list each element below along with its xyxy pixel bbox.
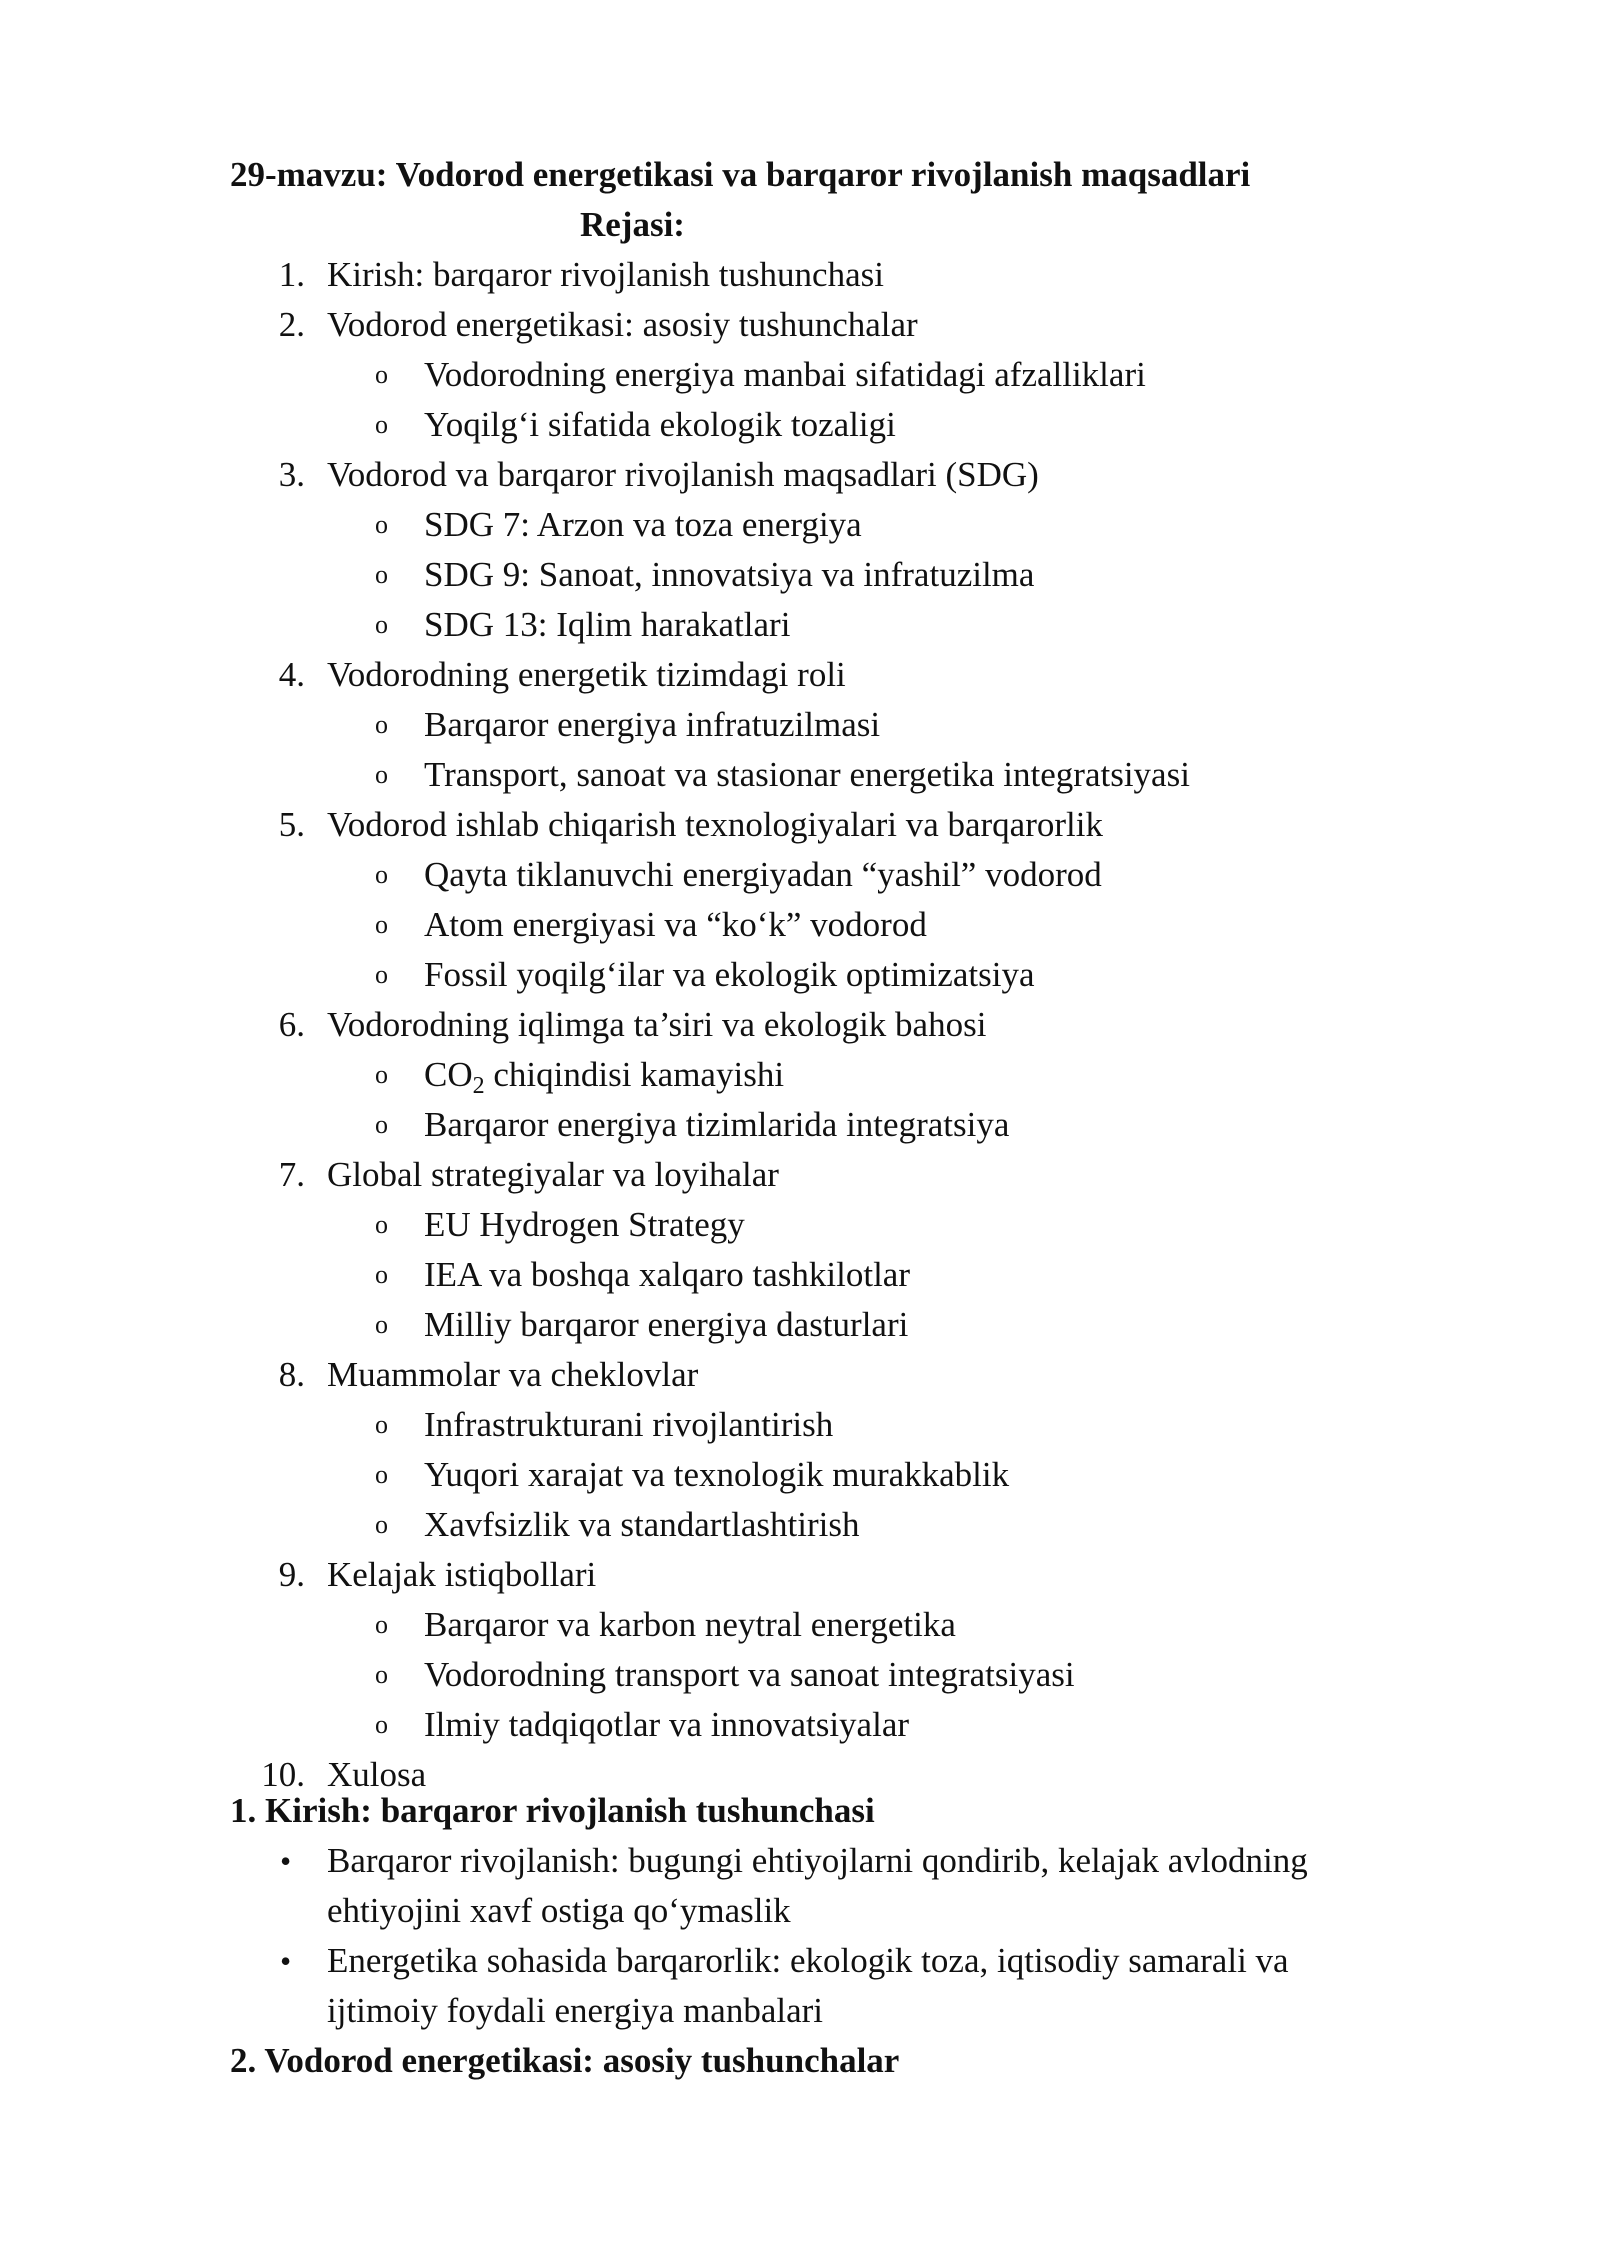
bullet-dot-icon: • — [280, 1943, 292, 1979]
plan-subitem-text: Barqaror energiya infratuzilmasi — [424, 705, 881, 744]
plan-item — [0, 450, 1600, 500]
plan-subitem — [0, 1100, 1600, 1150]
plan-subitem — [0, 350, 1600, 400]
section-1-heading: 1. Kirish: barqaror rivojlanish tushunchasi — [230, 1791, 875, 1830]
circle-bullet-icon: o — [375, 860, 388, 889]
plan-item-number: 2. — [278, 305, 305, 344]
plan-item — [0, 300, 1600, 350]
circle-bullet-icon: o — [375, 1210, 388, 1239]
plan-subitem — [0, 1650, 1600, 1700]
circle-bullet-icon: o — [375, 1060, 388, 1089]
plan-subitem — [0, 950, 1600, 1000]
plan-subitem-text: Transport, sanoat va stasionar energetika integratsiyasi — [424, 755, 1190, 794]
circle-bullet-icon: o — [375, 1110, 388, 1139]
plan-subitem — [0, 1700, 1600, 1750]
circle-bullet-icon: o — [375, 760, 388, 789]
plan-item-number: 1. — [278, 255, 305, 294]
bullet-item — [0, 1936, 1600, 2036]
section-2-heading: 2. Vodorod energetikasi: asosiy tushunchalar — [230, 2041, 900, 2080]
plan-item-text: Global strategiyalar va loyihalar — [327, 1155, 779, 1194]
plan-subitem — [0, 1250, 1600, 1300]
plan-subitem — [0, 1300, 1600, 1350]
plan-item — [0, 1150, 1600, 1200]
circle-bullet-icon: o — [375, 710, 388, 739]
plan-subitem — [0, 1050, 1600, 1100]
plan-subitem-text: SDG 13: Iqlim harakatlari — [424, 605, 791, 644]
plan-item-text: Kelajak istiqbollari — [327, 1555, 597, 1594]
plan-subitem — [0, 750, 1600, 800]
circle-bullet-icon: o — [375, 1460, 388, 1489]
plan-subitem — [0, 1500, 1600, 1550]
plan-subitem — [0, 400, 1600, 450]
plan-subitem — [0, 850, 1600, 900]
plan-item — [0, 1550, 1600, 1600]
plan-subitem-text: SDG 7: Arzon va toza energiya — [424, 505, 862, 544]
circle-bullet-icon: o — [375, 1660, 388, 1689]
circle-bullet-icon: o — [375, 610, 388, 639]
plan-list — [0, 250, 1600, 1800]
plan-subitem-text: Fossil yoqilg‘ilar va ekologik optimizatsiya — [424, 955, 1035, 994]
plan-subitem — [0, 1400, 1600, 1450]
plan-item-text: Kirish: barqaror rivojlanish tushunchasi — [327, 255, 884, 294]
circle-bullet-icon: o — [375, 410, 388, 439]
plan-subitem-text: Atom energiyasi va “ko‘k” vodorod — [424, 905, 927, 944]
plan-subitem-text: Vodorodning energiya manbai sifatidagi afzalliklari — [424, 355, 1146, 394]
plan-subitem-text: IEA va boshqa xalqaro tashkilotlar — [424, 1255, 910, 1294]
circle-bullet-icon: o — [375, 510, 388, 539]
circle-bullet-icon: o — [375, 560, 388, 589]
plan-subitem-text: Yuqori xarajat va texnologik murakkablik — [424, 1455, 1010, 1494]
plan-item-text: Muammolar va cheklovlar — [327, 1355, 699, 1394]
plan-subitem-text: EU Hydrogen Strategy — [424, 1205, 745, 1244]
plan-subitem-text: Yoqilg‘i sifatida ekologik tozaligi — [424, 405, 896, 444]
bullet-dot-icon: • — [280, 1843, 292, 1879]
plan-subitem — [0, 500, 1600, 550]
circle-bullet-icon: o — [375, 1310, 388, 1339]
plan-subitem-text: Barqaror energiya tizimlarida integratsiya — [424, 1105, 1010, 1144]
plan-item-text: Xulosa — [327, 1755, 427, 1794]
plan-item-number: 7. — [278, 1155, 305, 1194]
plan-subitem — [0, 550, 1600, 600]
circle-bullet-icon: o — [375, 1710, 388, 1739]
section-1-bullets — [0, 1836, 1600, 2036]
plan-subitem-text: Xavfsizlik va standartlashtirish — [424, 1505, 860, 1544]
plan-subitem — [0, 1600, 1600, 1650]
plan-subitem — [0, 700, 1600, 750]
plan-item-text: Vodorod va barqaror rivojlanish maqsadlari (SDG) — [327, 455, 1039, 494]
plan-item-number: 10. — [261, 1755, 305, 1794]
plan-item-number: 3. — [278, 455, 305, 494]
circle-bullet-icon: o — [375, 960, 388, 989]
document-title: 29-mavzu: Vodorod energetikasi va barqaror rivojlanish maqsadlari — [230, 155, 1251, 194]
plan-subitem-text: Vodorodning transport va sanoat integratsiyasi — [424, 1655, 1075, 1694]
circle-bullet-icon: o — [375, 1610, 388, 1639]
plan-subitem-text: $CO_2$ chiqindisi kamayishi — [424, 1055, 785, 1099]
circle-bullet-icon: o — [375, 1510, 388, 1539]
plan-item-text: Vodorodning iqlimga ta’siri va ekologik bahosi — [327, 1005, 987, 1044]
plan-item — [0, 650, 1600, 700]
circle-bullet-icon: o — [375, 1410, 388, 1439]
circle-bullet-icon: o — [375, 360, 388, 389]
plan-item-text: Vodorod energetikasi: asosiy tushunchalar — [327, 305, 918, 344]
circle-bullet-icon: o — [375, 910, 388, 939]
bullet-text: Barqaror rivojlanish: bugungi ehtiyojlarni qondirib, kelajak avlodning ehtiyojini xavf ostiga qo‘ymaslik — [327, 1841, 1308, 1930]
circle-bullet-icon: o — [375, 1260, 388, 1289]
plan-item — [0, 800, 1600, 850]
plan-item — [0, 250, 1600, 300]
plan-item-text: Vodorod ishlab chiqarish texnologiyalari va barqarorlik — [327, 805, 1103, 844]
plan-subitem — [0, 1200, 1600, 1250]
bullet-item — [0, 1836, 1600, 1936]
plan-subitem-text: Ilmiy tadqiqotlar va innovatsiyalar — [424, 1705, 910, 1744]
plan-item — [0, 1000, 1600, 1050]
plan-subitem-text: Infrastrukturani rivojlantirish — [424, 1405, 834, 1444]
plan-subitem-text: Milliy barqaror energiya dasturlari — [424, 1305, 909, 1344]
plan-item-number: 4. — [278, 655, 305, 694]
plan-subtitle: Rejasi: — [580, 205, 685, 244]
plan-subitem — [0, 1450, 1600, 1500]
plan-item-number: 6. — [278, 1005, 305, 1044]
bullet-text: Energetika sohasida barqarorlik: ekologik toza, iqtisodiy samarali va ijtimoiy foydali energiya manbalari — [327, 1941, 1289, 2030]
plan-item-number: 9. — [278, 1555, 305, 1594]
plan-subitem-text: SDG 9: Sanoat, innovatsiya va infratuzilma — [424, 555, 1035, 594]
plan-item — [0, 1350, 1600, 1400]
plan-subitem-text: Qayta tiklanuvchi energiyadan “yashil” vodorod — [424, 855, 1102, 894]
plan-item-number: 8. — [278, 1355, 305, 1394]
plan-item-text: Vodorodning energetik tizimdagi roli — [327, 655, 846, 694]
plan-item-number: 5. — [278, 805, 305, 844]
plan-subitem — [0, 900, 1600, 950]
plan-subitem-text: Barqaror va karbon neytral energetika — [424, 1605, 956, 1644]
plan-subitem — [0, 600, 1600, 650]
